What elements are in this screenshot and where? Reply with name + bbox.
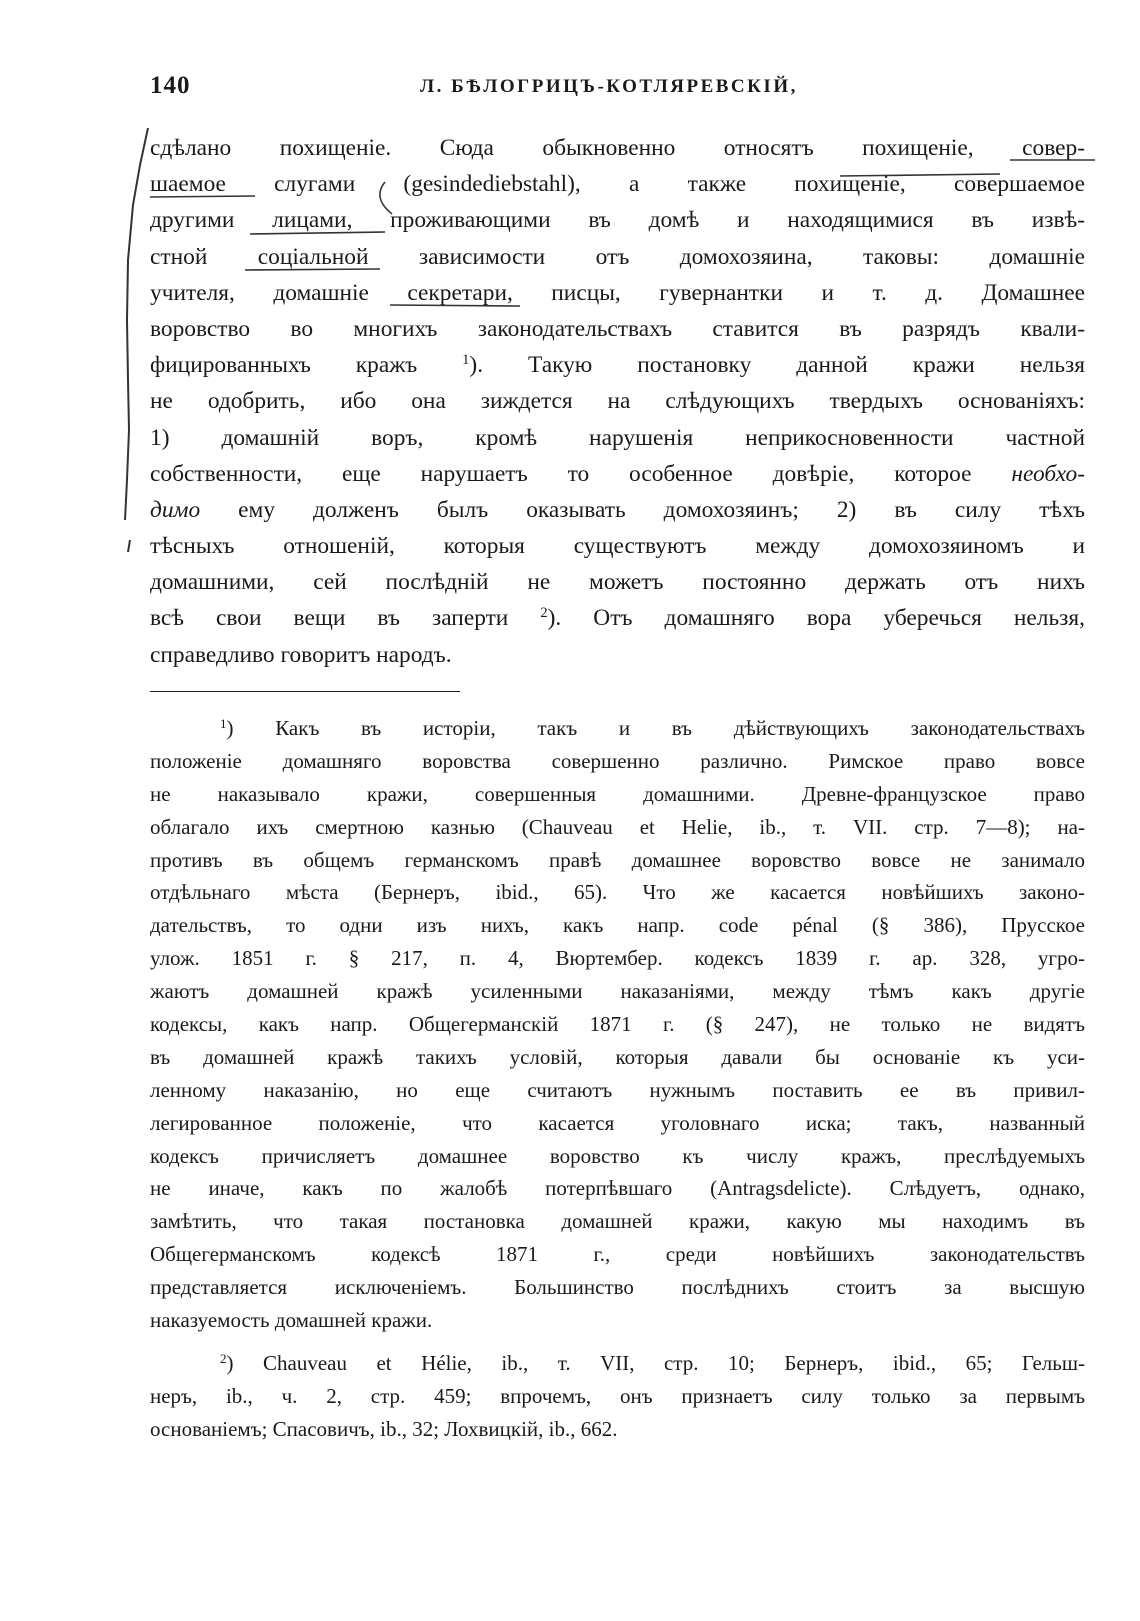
footnote-line: противъ въ общемъ германскомъ правѣ домашнее воровство вовсе не занимало bbox=[150, 847, 1085, 872]
text-line bbox=[150, 347, 1085, 383]
text-line bbox=[150, 492, 1085, 528]
footnote-line: не наказывало кражи, совершенныя домашними. Древне-французское право bbox=[150, 781, 1085, 806]
margin-pencil-tick bbox=[128, 540, 130, 552]
footnote-line: отдѣльнаго мѣста (Бернеръ, ibid., 65). Что же касается новѣйшихъ законо- bbox=[150, 880, 1085, 905]
footnote-line: легированное положеніе, что касается уголовнаго иска; такъ, названный bbox=[150, 1110, 1085, 1135]
footnote-ref-1: 1 bbox=[462, 352, 470, 369]
footnote-line: въ домашней кражѣ такихъ условій, которыя давали бы основаніе къ уси- bbox=[150, 1044, 1085, 1069]
running-head: Л. БѢЛОГРИЦЪ-КОТЛЯРЕВСКІЙ, bbox=[420, 76, 798, 97]
footnote-line: дательствъ, то одни изъ нихъ, какъ напр. code pénal (§ 386), Прусское bbox=[150, 913, 1085, 938]
text-line: домашними, сей послѣдній не можетъ постоянно держать отъ нихъ bbox=[150, 569, 1085, 596]
text-line: учителя, домашніе секретари, писцы, гувернантки и т. д. Домашнее bbox=[150, 279, 1085, 306]
footnote-1 bbox=[150, 712, 1085, 1337]
footnote-marker-2: 2 bbox=[220, 1350, 227, 1366]
margin-pencil-line bbox=[125, 128, 148, 520]
page-header bbox=[150, 72, 1085, 112]
footnote-line: улож. 1851 г. § 217, п. 4, Вюртембер. кодексъ 1839 г. ар. 328, угро- bbox=[150, 946, 1085, 971]
text-fragment: ему долженъ былъ оказывать домохозяинъ; 2) въ силу тѣхъ bbox=[238, 496, 1085, 523]
italic-fragment: димо bbox=[150, 496, 201, 523]
footnote-line: кодексъ причисляетъ домашнее воровство къ числу кражъ, преслѣдуемыхъ bbox=[150, 1143, 1085, 1168]
text-line: не одобрить, ибо она зиждется на слѣдующихъ твердыхъ основаніяхъ: bbox=[150, 388, 1085, 415]
footnote-ref-2: 2 bbox=[540, 605, 548, 622]
text-line: стной соціальной зависимости отъ домохозяина, таковы: домашніе bbox=[150, 243, 1085, 270]
footnote-line: замѣтить, что такая постановка домашней кражи, какую мы находимъ въ bbox=[150, 1209, 1085, 1234]
footnote-line: основаніемъ; Спасовичъ, ib., 32; Лохвицкій, ib., 662. bbox=[150, 1416, 618, 1441]
footnote-line: не иначе, какъ по жалобѣ потерпѣвшаго (Antragsdelicte). Слѣдуетъ, однако, bbox=[150, 1176, 1085, 1201]
text-line: тѣсныхъ отношеній, которыя существуютъ между домохозяиномъ и bbox=[150, 533, 1085, 560]
text-fragment: ) Какъ въ исторіи, такъ и въ дѣйствующихъ законодательствахъ bbox=[226, 716, 1085, 740]
text-line: справедливо говоритъ народъ. bbox=[150, 641, 452, 668]
text-line bbox=[150, 456, 1085, 492]
footnote-line bbox=[150, 712, 1085, 745]
footnote-line: представляется исключеніемъ. Большинство послѣднихъ стоитъ за высшую bbox=[150, 1275, 1085, 1300]
text-line: другими лицами, проживающими въ домѣ и находящимися въ извѣ- bbox=[150, 207, 1085, 234]
footnote-line: Общегерманскомъ кодексѣ 1871 г., среди новѣйшихъ законодательствъ bbox=[150, 1242, 1085, 1267]
footnote-line: кодексы, какъ напр. Общегерманскій 1871 г. (§ 247), не только не видятъ bbox=[150, 1012, 1085, 1037]
main-text bbox=[150, 130, 1085, 673]
text-fragment: собственности, еще нарушаетъ то особенное довѣріе, которое bbox=[150, 460, 972, 487]
text-fragment: ). Такую постановку данной кражи нельзя bbox=[469, 352, 1085, 379]
text-line bbox=[150, 600, 1085, 636]
footnote-rule bbox=[150, 691, 460, 692]
footnote-marker-1: 1 bbox=[220, 715, 227, 731]
footnote-line: положеніе домашняго воровства совершенно различно. Римское право вовсе bbox=[150, 748, 1085, 773]
text-line: воровство во многихъ законодательствахъ ставится въ разрядъ квали- bbox=[150, 315, 1085, 342]
footnote-2 bbox=[150, 1347, 1085, 1446]
text-line: шаемое слугами (gesindediebstahl), а также похищеніе, совершаемое bbox=[150, 171, 1085, 198]
footnote-line: жаютъ домашней кражѣ усиленными наказаніями, между тѣмъ какъ другіе bbox=[150, 979, 1085, 1004]
footnote-line: неръ, ib., ч. 2, стр. 459; впрочемъ, онъ признаетъ силу только за первымъ bbox=[150, 1383, 1085, 1408]
footnote-line: облагало ихъ смертною казнью (Chauveau et Helie, ib., т. VII. стр. 7—8); на- bbox=[150, 814, 1085, 839]
footnote-line: наказуемость домашней кражи. bbox=[150, 1308, 433, 1333]
text-line: 1) домашній воръ, кромѣ нарушенія неприкосновенности частной bbox=[150, 424, 1085, 451]
text-fragment: фицированныхъ кражъ bbox=[150, 352, 418, 379]
page-number: 140 bbox=[150, 72, 191, 99]
text-line: сдѣлано похищеніе. Сюда обыкновенно относятъ похищеніе, совер- bbox=[150, 135, 1085, 161]
footnote-line bbox=[150, 1347, 1085, 1380]
text-fragment: ). Отъ домашняго вора уберечься нельзя, bbox=[547, 605, 1085, 632]
text-fragment: ) Chauveau et Hélie, ib., т. VII, стр. 10; Бернеръ, ibid., 65; Гельш- bbox=[226, 1351, 1085, 1375]
footnote-line: ленному наказанію, но еще считаютъ нужнымъ поставить ее въ привил- bbox=[150, 1077, 1085, 1102]
text-fragment: всѣ свои вещи въ заперти bbox=[150, 605, 509, 632]
italic-fragment: необхо- bbox=[1011, 460, 1085, 487]
